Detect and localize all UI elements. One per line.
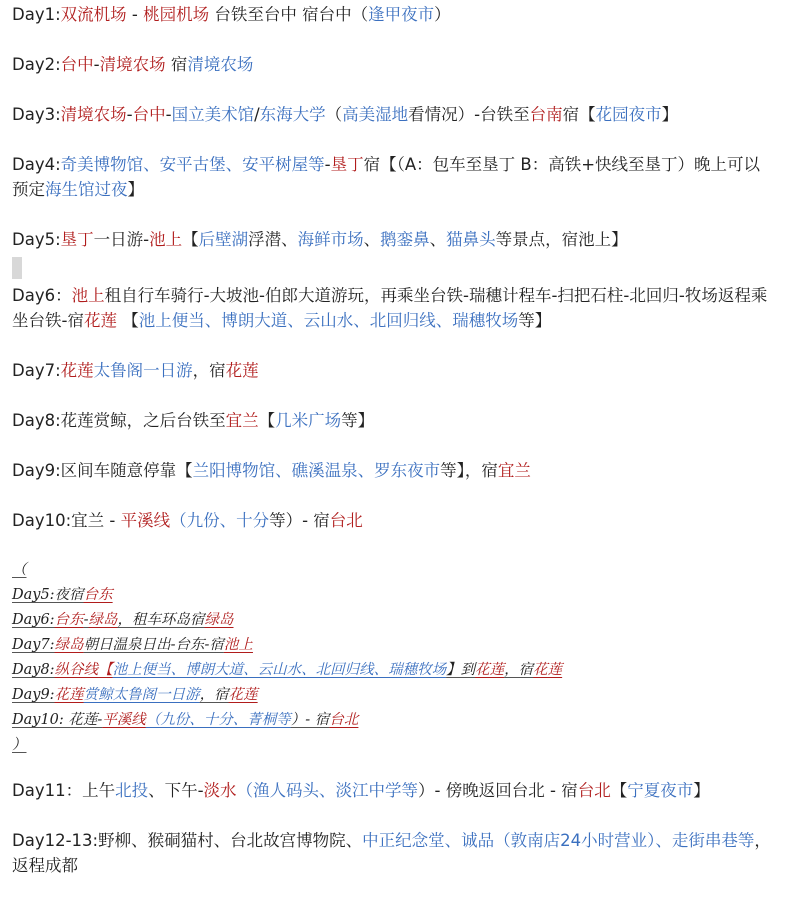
day-line-5-segment: 【 <box>182 230 199 249</box>
day-line-5-segment: 海鲜市场 <box>297 230 364 249</box>
day-line-2-segment: 清境农场 <box>187 55 254 74</box>
day-line-1-segment: 逢甲夜市 <box>368 5 435 24</box>
day-line-5 <box>12 227 776 252</box>
day-line-6-segment: 等】 <box>518 311 552 330</box>
handwritten-line-5 <box>12 658 776 683</box>
handwritten-line-3-segment: Day6: <box>12 612 55 628</box>
day-line-10-segment: 等）- 宿 <box>269 511 330 530</box>
day-line-1 <box>12 2 776 27</box>
day-line-6 <box>12 283 776 333</box>
day-line-3-segment: 宿【 <box>562 105 596 124</box>
handwritten-line-5-segment: 】到 <box>446 662 476 678</box>
day-line-7-segment: 花莲 <box>225 361 259 380</box>
day-line-5-segment: 垦丁 <box>60 230 94 249</box>
day-line-5-segment: 、 <box>363 230 381 249</box>
handwritten-line-8 <box>12 733 776 758</box>
day-line-9-segment: 等】，宿 <box>440 461 498 480</box>
handwritten-line-5-segment: 花莲 <box>475 662 505 678</box>
tail-day-line-2-segment: Day12-13:野柳、猴硐猫村、台北故宫博物院、 <box>12 831 363 850</box>
day-line-3-segment: - <box>165 105 172 124</box>
day-line-4-segment: 垦丁 <box>330 155 364 174</box>
tail-day-line-1-segment: Day11：上午 <box>12 781 116 800</box>
day-line-3-segment: （ <box>325 105 343 124</box>
tail-day-line-1-segment: 渔人码头、淡江中学等 <box>253 781 419 800</box>
day-line-2-segment: 台中 <box>60 55 94 74</box>
day-line-4-segment: 奇美博物馆、安平古堡、安平树屋等 <box>60 155 325 174</box>
itinerary-final-days <box>12 778 776 878</box>
handwritten-line-7-segment: （ <box>145 712 161 728</box>
day-line-3-segment: / <box>254 105 260 124</box>
day-line-9-segment: 兰阳博物馆、礁溪温泉、罗东夜市 <box>192 461 441 480</box>
day-line-5-segment: 猫鼻头 <box>446 230 496 249</box>
day-line-7-segment: 太鲁阁一日游 <box>93 361 193 380</box>
day-line-8-segment: Day8:花莲赏鲸，之后台铁至 <box>12 411 226 430</box>
day-line-3-segment: 东海大学 <box>259 105 326 124</box>
day-line-10-segment: 平溪线 <box>120 511 171 530</box>
handwritten-line-6-segment: Day9: <box>12 687 55 703</box>
day-line-6-segment: 池上 <box>71 286 105 305</box>
day-line-7-segment: ，宿 <box>192 361 226 380</box>
day-line-3-segment: 看情况）-台铁至 <box>408 105 530 124</box>
handwritten-line-4-segment: Day7: <box>12 637 55 653</box>
day-line-1-segment: ） <box>434 5 451 24</box>
day-line-5-segment: 浮潜、 <box>248 230 298 249</box>
tail-day-line-2-segment: 中正纪念堂、诚品（敦南店24小时营业）、走街串巷等 <box>362 831 755 850</box>
text-cursor-marker <box>12 257 22 279</box>
day-line-8 <box>12 408 776 433</box>
handwritten-line-2-segment: Day5:夜宿 <box>12 587 84 603</box>
day-line-10-segment: 台北 <box>329 511 363 530</box>
handwritten-line-1 <box>12 558 776 583</box>
handwritten-line-4-segment: 池上 <box>223 637 253 653</box>
day-line-4 <box>12 152 776 202</box>
day-line-4-segment: 】 <box>127 180 144 199</box>
tail-day-line-2 <box>12 828 776 878</box>
day-line-6-segment: 【 <box>116 311 139 330</box>
day-line-10 <box>12 508 776 533</box>
handwritten-line-3-segment: 绿岛 <box>204 612 234 628</box>
day-line-2-segment: 清境农场 <box>99 55 166 74</box>
handwritten-line-3-segment: 绿岛 <box>88 612 118 628</box>
day-line-1-segment: 双流机场 <box>60 5 127 24</box>
handwritten-line-3-segment: ，租车环岛宿 <box>117 612 205 628</box>
day-line-8-segment: 宜兰 <box>225 411 259 430</box>
day-line-1-segment: Day1: <box>12 5 61 24</box>
handwritten-line-7-segment: ）- 宿 <box>290 712 330 728</box>
day-line-5-segment: 鹅銮鼻 <box>380 230 430 249</box>
day-line-6-segment: 租自行车骑行-大坡池-伯郎大道游玩，再乘坐台铁-瑞穗计程车-扫把石柱-北回归-牧场返程乘坐台铁-宿 <box>12 286 768 330</box>
tail-day-line-1-segment: ）- 傍晚返回台北 - 宿 <box>418 781 578 800</box>
handwritten-line-4-segment: 绿岛 <box>54 637 84 653</box>
day-line-4-segment: 宿【（A：包车至垦丁 B：高铁+快线至垦丁）晚上可以预定 <box>12 155 761 199</box>
handwritten-alternative-plan <box>12 558 776 758</box>
day-line-8-segment: 几米广场 <box>275 411 342 430</box>
handwritten-line-3 <box>12 608 776 633</box>
day-line-6-segment: 花莲 <box>83 311 117 330</box>
handwritten-line-5-segment: 纵谷线 <box>54 662 99 678</box>
handwritten-line-6 <box>12 683 776 708</box>
day-line-6-segment: 池上便当、博朗大道、云山水、北回归线、瑞穗牧场 <box>138 311 519 330</box>
day-line-7 <box>12 358 776 383</box>
tail-day-line-1-segment: 北投 <box>115 781 149 800</box>
tail-day-line-1-segment: 【 <box>610 781 628 800</box>
day-line-5-segment: 一日游- <box>93 230 150 249</box>
day-line-8-segment: 【 <box>258 411 276 430</box>
handwritten-line-8-segment: ） <box>12 737 27 753</box>
tail-day-line-1-segment: 淡水 <box>203 781 237 800</box>
handwritten-line-4-segment: 朝日温泉日出-台东-宿 <box>83 637 224 653</box>
handwritten-line-2-segment: 台东 <box>83 587 113 603</box>
handwritten-line-7-segment: 台北 <box>329 712 359 728</box>
day-line-3-segment: 清境农场 <box>60 105 127 124</box>
day-line-1-segment: 台铁至台中 宿台中（ <box>209 5 369 24</box>
day-line-5-segment: 等景点，宿池上】 <box>495 230 628 249</box>
day-line-6-segment: Day6： <box>12 286 72 305</box>
handwritten-line-6-segment: ，宿 <box>199 687 229 703</box>
day-line-4-segment: Day4: <box>12 155 61 174</box>
itinerary-days <box>12 2 776 533</box>
handwritten-line-7-segment: Day10: 花莲- <box>12 712 103 728</box>
day-line-1-segment: - <box>126 5 144 24</box>
day-line-2 <box>12 52 776 77</box>
day-line-3-segment: 国立美术馆 <box>171 105 255 124</box>
day-line-7-segment: Day7: <box>12 361 61 380</box>
handwritten-line-3-segment: - <box>83 612 89 628</box>
day-line-8-segment: 等】 <box>341 411 375 430</box>
day-line-10-segment: Day10:宜兰 - <box>12 511 121 530</box>
day-line-3-segment: 台中 <box>132 105 166 124</box>
day-line-4-segment: 海生馆过夜 <box>45 180 128 199</box>
handwritten-line-4 <box>12 633 776 658</box>
handwritten-line-6-segment: 花莲 <box>228 687 258 703</box>
day-line-4-segment: - <box>324 155 331 174</box>
tail-day-line-1-segment: 、下午- <box>148 781 204 800</box>
day-line-10-segment: 九份、十分 <box>186 511 270 530</box>
tail-day-line-2-segment: ，返程成都 <box>12 831 771 875</box>
day-line-3-segment: Day3: <box>12 105 61 124</box>
day-line-5-segment: 、 <box>429 230 447 249</box>
handwritten-line-5-segment: ，宿 <box>504 662 534 678</box>
day-line-10-segment: （ <box>170 511 187 530</box>
day-line-3-segment: - <box>126 105 133 124</box>
day-line-2-segment: - <box>93 55 100 74</box>
handwritten-line-3-segment: 台东 <box>54 612 84 628</box>
day-line-3 <box>12 102 776 127</box>
day-line-3-segment: 台南 <box>529 105 563 124</box>
day-line-7-segment: 花莲 <box>60 361 94 380</box>
day-line-2-segment: Day2: <box>12 55 61 74</box>
day-line-9-segment: Day9:区间车随意停靠【 <box>12 461 193 480</box>
day-line-1-segment: 桃园机场 <box>143 5 210 24</box>
handwritten-line-7 <box>12 708 776 733</box>
handwritten-line-5-segment: 【 <box>98 662 113 678</box>
handwritten-line-1-segment: （ <box>12 562 27 578</box>
handwritten-line-5-segment: Day8: <box>12 662 55 678</box>
tail-day-line-1 <box>12 778 776 803</box>
handwritten-line-6-segment: 花莲 <box>54 687 84 703</box>
day-line-3-segment: 花园夜市 <box>595 105 662 124</box>
handwritten-line-6-segment: 赏鲸太鲁阁一日游 <box>83 687 200 703</box>
day-line-2-segment: 宿 <box>165 55 188 74</box>
handwritten-line-7-segment: 九份、十分、菁桐等 <box>160 712 291 728</box>
day-line-9 <box>12 458 776 483</box>
day-line-5-segment: 后壁湖 <box>198 230 249 249</box>
day-line-3-segment: 】 <box>661 105 679 124</box>
tail-day-line-1-segment: 】 <box>693 781 710 800</box>
handwritten-line-5-segment: 花莲 <box>533 662 563 678</box>
day-line-5-segment: Day5: <box>12 230 61 249</box>
handwritten-line-2 <box>12 583 776 608</box>
day-line-5-segment: 池上 <box>149 230 183 249</box>
day-line-3-segment: 高美湿地 <box>342 105 409 124</box>
handwritten-line-5-segment: 池上便当、博朗大道、云山水、北回归线、瑞穗牧场 <box>112 662 447 678</box>
tail-day-line-1-segment: 宁夏夜市 <box>627 781 694 800</box>
handwritten-line-7-segment: 平溪线 <box>102 712 146 728</box>
tail-day-line-1-segment: 台北 <box>577 781 611 800</box>
day-line-9-segment: 宜兰 <box>497 461 531 480</box>
tail-day-line-1-segment: （ <box>236 781 254 800</box>
